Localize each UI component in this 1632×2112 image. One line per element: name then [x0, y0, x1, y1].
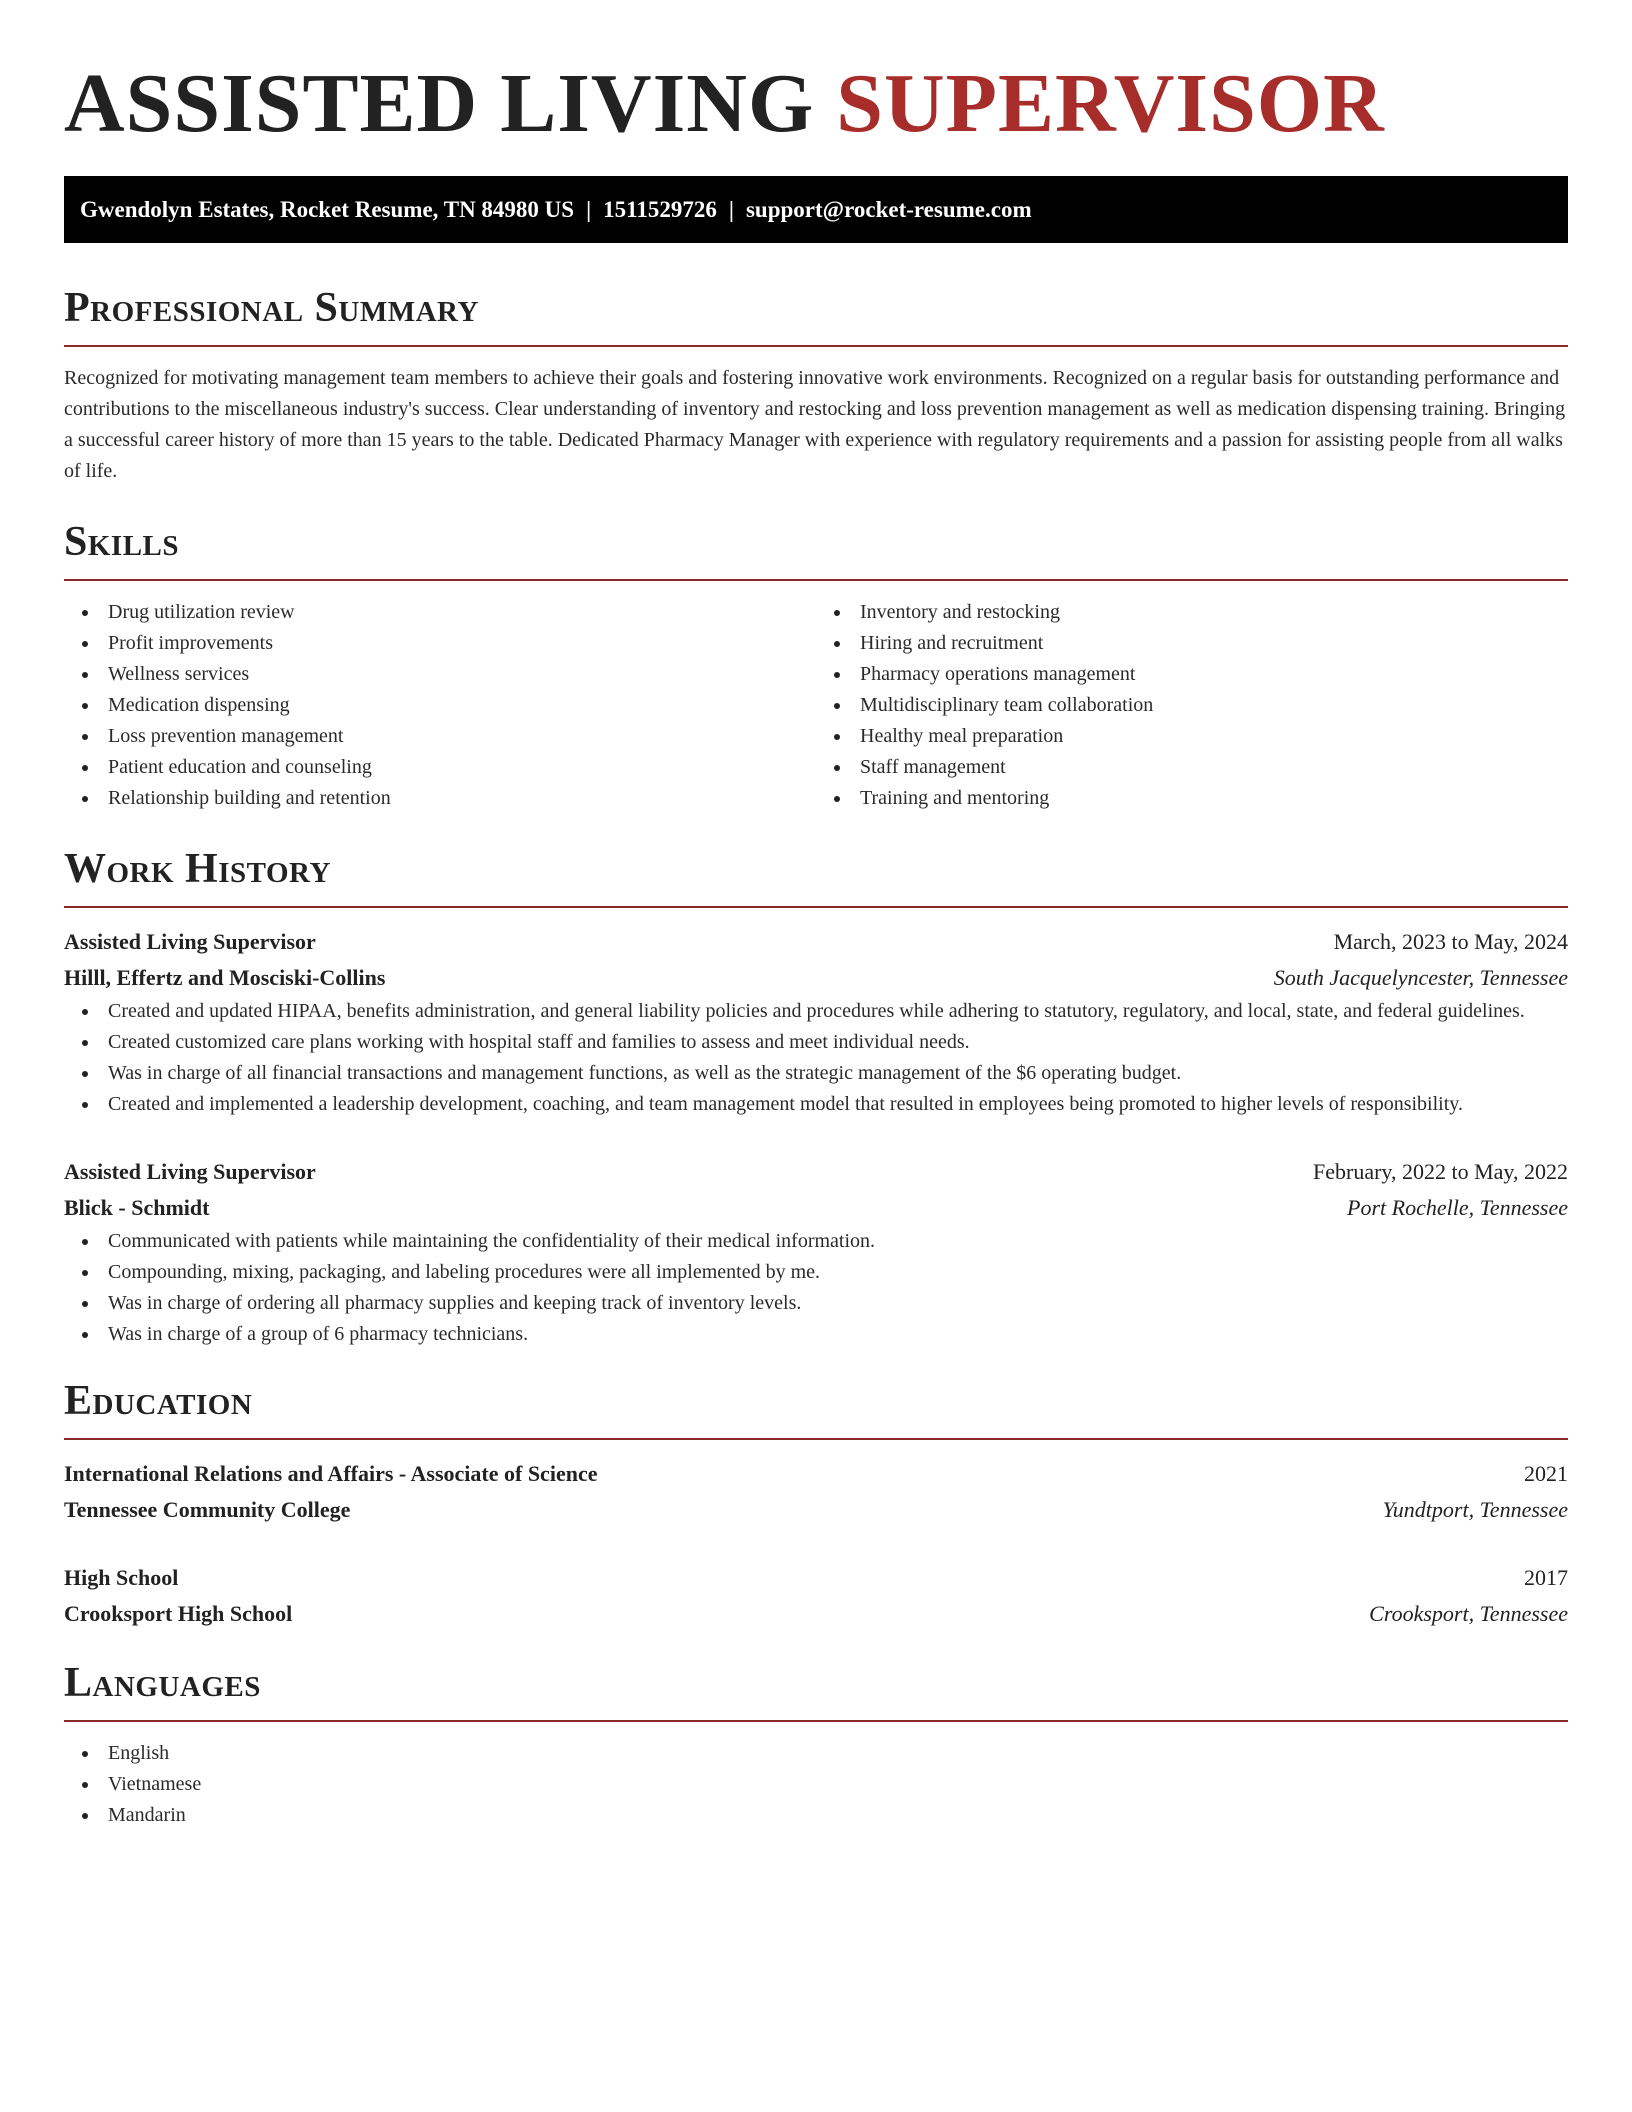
job-location: Port Rochelle, Tennessee — [1347, 1195, 1568, 1220]
job-bullets — [64, 996, 1568, 1120]
language-item: Mandarin — [64, 1800, 1568, 1831]
languages-section — [64, 1658, 1568, 1831]
job-entry — [64, 1154, 1568, 1350]
section-title-skills: Skills — [64, 519, 180, 565]
education-year: 2021 — [1524, 1461, 1568, 1486]
contact-separator: | — [728, 197, 734, 222]
contact-phone: 1511529726 — [603, 197, 717, 222]
education-school-row — [64, 1596, 1568, 1632]
skill-item: Hiring and recruitment — [816, 628, 1568, 659]
contact-address: Gwendolyn Estates, Rocket Resume, TN 84980 US — [80, 197, 575, 222]
job-bullet: Created customized care plans working with hospital staff and families to assess and meet individual needs. — [64, 1027, 1568, 1058]
skill-item: Loss prevention management — [64, 721, 816, 752]
summary-section — [64, 283, 1568, 487]
summary-text: Recognized for motivating management team members to achieve their goals and fostering innovative work environments. Recognized on a regular basis for outstanding performance and contributions to the miscellaneous industry's success. Clear understanding of inventory and restocking and loss prevention management as well as medication dispensing training. Bringing a successful career history of more than 15 years to the table. Dedicated Pharmacy Manager with experience with regulatory requirements and a passion for assisting people from all walks of life. — [64, 367, 1566, 482]
section-title-work-history: Work History — [64, 846, 331, 892]
education-school: Tennessee Community College — [64, 1497, 351, 1522]
job-header-row — [64, 924, 1568, 960]
skill-item: Inventory and restocking — [816, 597, 1568, 628]
education-entry — [64, 1560, 1568, 1632]
education-entry — [64, 1456, 1568, 1528]
job-header-row — [64, 1154, 1568, 1190]
contact-email[interactable]: support@rocket-resume.com — [745, 197, 1032, 222]
job-bullet: Was in charge of a group of 6 pharmacy technicians. — [64, 1319, 1568, 1350]
skill-item: Pharmacy operations management — [816, 659, 1568, 690]
education-location: Yundtport, Tennessee — [1382, 1497, 1568, 1522]
languages-list — [64, 1738, 1568, 1831]
job-bullet: Compounding, mixing, packaging, and labeling procedures were all implemented by me. — [64, 1257, 1568, 1288]
skill-item: Healthy meal preparation — [816, 721, 1568, 752]
job-company-row — [64, 1190, 1568, 1226]
skill-item: Profit improvements — [64, 628, 816, 659]
education-degree: International Relations and Affairs - Associate of Science — [64, 1461, 598, 1486]
work-history-section — [64, 844, 1568, 1350]
contact-bar — [64, 176, 1568, 243]
job-bullets — [64, 1226, 1568, 1350]
skills-list-left — [64, 597, 816, 814]
section-title-languages: Languages — [64, 1660, 261, 1706]
job-entry — [64, 924, 1568, 1120]
education-school-row — [64, 1492, 1568, 1528]
job-company: Hilll, Effertz and Mosciski-Collins — [64, 965, 386, 990]
section-divider — [64, 1720, 1568, 1722]
name-last: SUPERVISOR — [836, 57, 1385, 150]
skill-item: Wellness services — [64, 659, 816, 690]
language-item: English — [64, 1738, 1568, 1769]
job-company-row — [64, 960, 1568, 996]
job-company: Blick - Schmidt — [64, 1195, 210, 1220]
job-dates: March, 2023 to May, 2024 — [1333, 929, 1568, 954]
education-header-row — [64, 1560, 1568, 1596]
job-title: Assisted Living Supervisor — [64, 1159, 316, 1184]
education-degree: High School — [64, 1565, 179, 1590]
resume-name — [64, 0, 1568, 176]
skills-section — [64, 517, 1568, 814]
job-dates: February, 2022 to May, 2022 — [1313, 1159, 1568, 1184]
education-location: Crooksport, Tennessee — [1369, 1601, 1568, 1626]
education-year: 2017 — [1524, 1565, 1568, 1590]
section-title-education: Education — [64, 1378, 253, 1424]
section-divider — [64, 1438, 1568, 1440]
skills-grid — [64, 597, 1568, 814]
skill-item: Patient education and counseling — [64, 752, 816, 783]
education-school: Crooksport High School — [64, 1601, 293, 1626]
skill-item: Relationship building and retention — [64, 783, 816, 814]
name-first: ASSISTED LIVING — [64, 57, 815, 150]
job-bullet: Communicated with patients while maintaining the confidentiality of their medical information. — [64, 1226, 1568, 1257]
skill-item: Drug utilization review — [64, 597, 816, 628]
section-title-summary: Professional Summary — [64, 285, 479, 331]
language-item: Vietnamese — [64, 1769, 1568, 1800]
skills-list-right — [816, 597, 1568, 814]
job-bullet: Was in charge of ordering all pharmacy supplies and keeping track of inventory levels. — [64, 1288, 1568, 1319]
job-title: Assisted Living Supervisor — [64, 929, 316, 954]
education-header-row — [64, 1456, 1568, 1492]
skill-item: Multidisciplinary team collaboration — [816, 690, 1568, 721]
job-bullet: Created and implemented a leadership development, coaching, and team management model that resulted in employees being promoted to higher levels of responsibility. — [64, 1089, 1568, 1120]
skill-item: Training and mentoring — [816, 783, 1568, 814]
section-divider — [64, 906, 1568, 908]
skill-item: Staff management — [816, 752, 1568, 783]
section-divider — [64, 345, 1568, 347]
section-divider — [64, 579, 1568, 581]
job-bullet: Created and updated HIPAA, benefits administration, and general liability policies and procedures while adhering to statutory, regulatory, and local, state, and federal guidelines. — [64, 996, 1568, 1027]
education-section — [64, 1376, 1568, 1632]
skill-item: Medication dispensing — [64, 690, 816, 721]
job-location: South Jacquelyncester, Tennessee — [1273, 965, 1568, 990]
job-bullet: Was in charge of all financial transactions and management functions, as well as the strategic management of the $6 operating budget. — [64, 1058, 1568, 1089]
contact-separator: | — [586, 197, 592, 222]
